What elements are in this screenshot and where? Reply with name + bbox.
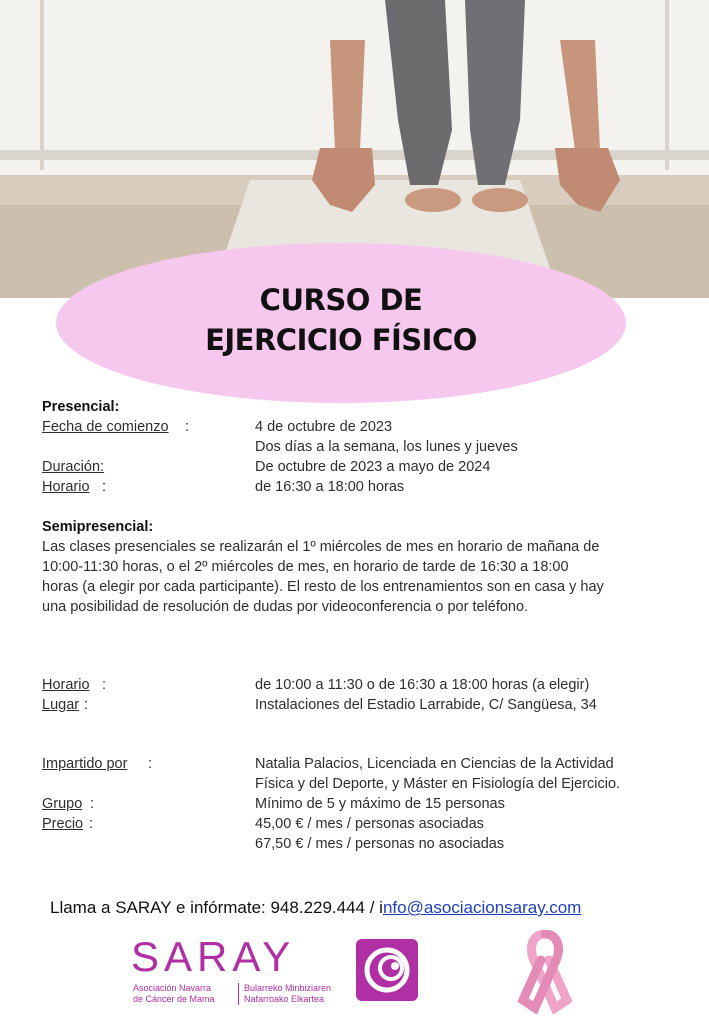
title-line-1: CURSO DE	[259, 283, 423, 317]
row-sep: :	[102, 479, 107, 495]
info-row	[42, 477, 405, 497]
contact-line	[50, 898, 581, 918]
row-value: De octubre de 2023 a mayo de 2024	[255, 459, 491, 475]
row-label: Grupo	[42, 796, 83, 812]
row-value: 4 de octubre de 2023	[255, 419, 393, 435]
email-link[interactable]: nfo@asociacionsaray.com	[382, 898, 582, 917]
row-value: Instalaciones del Estadio Larrabide, C/ Sangüesa, 34	[255, 697, 597, 713]
row-value: de 16:30 a 18:00 horas	[255, 479, 405, 495]
semipresencial-heading: Semipresencial:	[42, 519, 154, 535]
row-label: Duración:	[42, 459, 105, 475]
saray-logo-text: SARAY	[131, 933, 296, 980]
logo-divider	[238, 983, 239, 1005]
info-row	[42, 457, 491, 477]
page-title	[56, 280, 626, 360]
presencial-section	[42, 397, 518, 497]
logo-sub-line: Asociación Navarra	[133, 983, 212, 993]
info-row	[42, 417, 393, 437]
row-label: Lugar	[42, 697, 80, 713]
row-value: Mínimo de 5 y máximo de 15 personas	[255, 796, 505, 812]
row-label: Horario	[42, 677, 90, 693]
title-line-2: EJERCICIO FÍSICO	[205, 323, 477, 357]
text-line: 10:00-11:30 horas, o el 2º miércoles de mes, en horario de tarde de 16:30 a 18:00	[42, 559, 569, 575]
logo-sub-line: Bularreko Minbiziaren	[244, 983, 332, 993]
row-value: Dos días a la semana, los lunes y jueves	[255, 439, 518, 455]
logo-subtitle-eu	[244, 983, 331, 1005]
logo-subtitle-es	[133, 983, 215, 1005]
text-line: horas (a elegir por cada participante). El resto de los entrenamientos son en casa y hay	[42, 579, 604, 595]
row-value: de 10:00 a 11:30 o de 16:30 a 18:00 horas (a elegir)	[255, 677, 590, 693]
semipresencial-section	[42, 517, 672, 617]
row-value: Natalia Palacios, Licenciada en Ciencias de la Actividad	[255, 756, 614, 772]
row-label: Fecha de comienzo	[42, 419, 169, 435]
saray-logo-icon	[356, 939, 418, 1001]
row-sep: :	[89, 816, 94, 832]
row-label: Impartido por	[42, 756, 128, 772]
logo-sub-line: de Cáncer de Mama	[133, 994, 215, 1004]
semipresencial-text	[42, 537, 672, 617]
row-sep: :	[148, 756, 153, 772]
row-sep: :	[102, 677, 107, 693]
row-value: 67,50 € / mes / personas no asociadas	[255, 836, 505, 852]
row-label: Horario	[42, 479, 90, 495]
contact-text: Llama a SARAY e infórmate: 948.229.444 / i	[50, 898, 383, 917]
row-value: Física y del Deporte, y Máster en Fisiología del Ejercicio.	[255, 776, 621, 792]
row-value: 45,00 € / mes / personas asociadas	[255, 816, 484, 832]
row-sep: :	[90, 796, 95, 812]
info-row	[42, 437, 518, 457]
text-line: una posibilidad de resolución de dudas por videoconferencia o por teléfono.	[42, 599, 529, 615]
pink-ribbon-icon	[515, 930, 575, 1014]
text-line: Las clases presenciales se realizarán el 1º miércoles de mes en horario de mañana de	[42, 539, 600, 555]
row-sep: :	[185, 419, 190, 435]
logo-sub-line: Nafarroako Elkartea	[244, 994, 325, 1004]
row-label: Precio	[42, 816, 84, 832]
presencial-heading: Presencial:	[42, 399, 120, 415]
row-sep: :	[84, 697, 89, 713]
